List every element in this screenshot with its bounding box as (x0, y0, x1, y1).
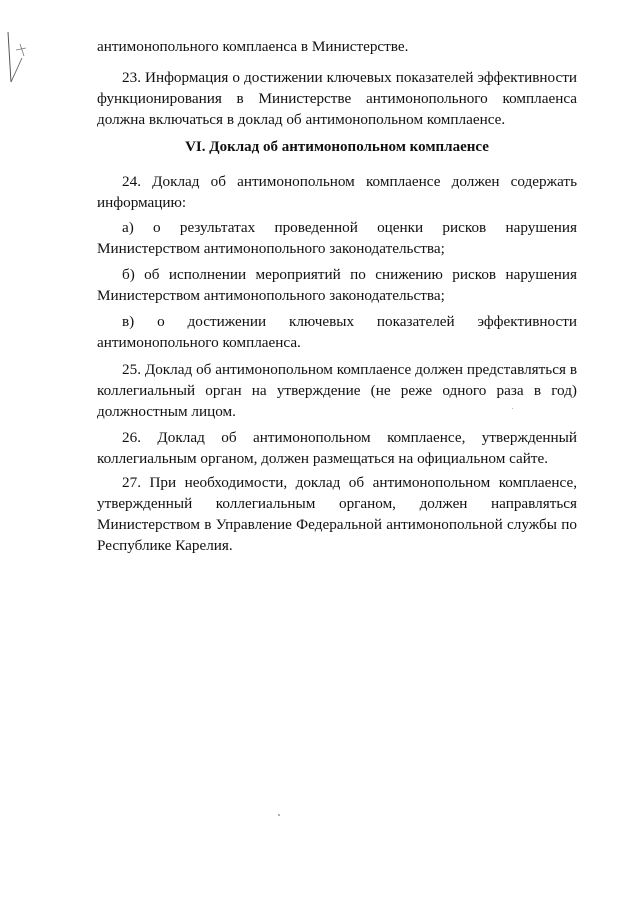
paragraph-24: 24. Доклад об антимонопольном комплаенсе должен содержать информацию: (97, 173, 577, 211)
paragraph-continuation: антимонопольного комплаенса в Министерстве. (97, 38, 409, 55)
section-heading: VI. Доклад об антимонопольном комплаенсе (185, 139, 489, 155)
paragraph-24-b: б) об исполнении мероприятий по снижению рисков нарушения Министерством антимонопольного законодательства; (97, 266, 577, 304)
paragraph-23: 23. Информация о достижении ключевых показателей эффективности функционирования в Министерстве антимонопольного комплаенса должна включаться в доклад об антимонопольном комплаенсе. (97, 69, 577, 128)
paragraph-26: 26. Доклад об антимонопольном комплаенсе, утвержденный коллегиальным органом, должен размещаться на официальном сайте. (97, 429, 577, 467)
paragraph-27: 27. При необходимости, доклад об антимонопольном комплаенсе, утвержденный коллегиальным органом, должен направляться Министерством в Управление Федеральной антимонопольной службы по Республике Карелия. (97, 474, 577, 554)
paragraph-24-c: в) о достижении ключевых показателей эффективности антимонопольного комплаенса. (97, 313, 577, 351)
scan-speck (278, 814, 280, 816)
handwritten-margin-mark (2, 28, 30, 88)
paragraph-24-a: а) о результатах проведенной оценки рисков нарушения Министерством антимонопольного законодательства; (97, 219, 577, 257)
scan-speck (512, 408, 513, 409)
paragraph-25: 25. Доклад об антимонопольном комплаенсе должен представляться в коллегиальный орган на утверждение (не реже одного раза в год) должностным лицом. (97, 361, 577, 420)
